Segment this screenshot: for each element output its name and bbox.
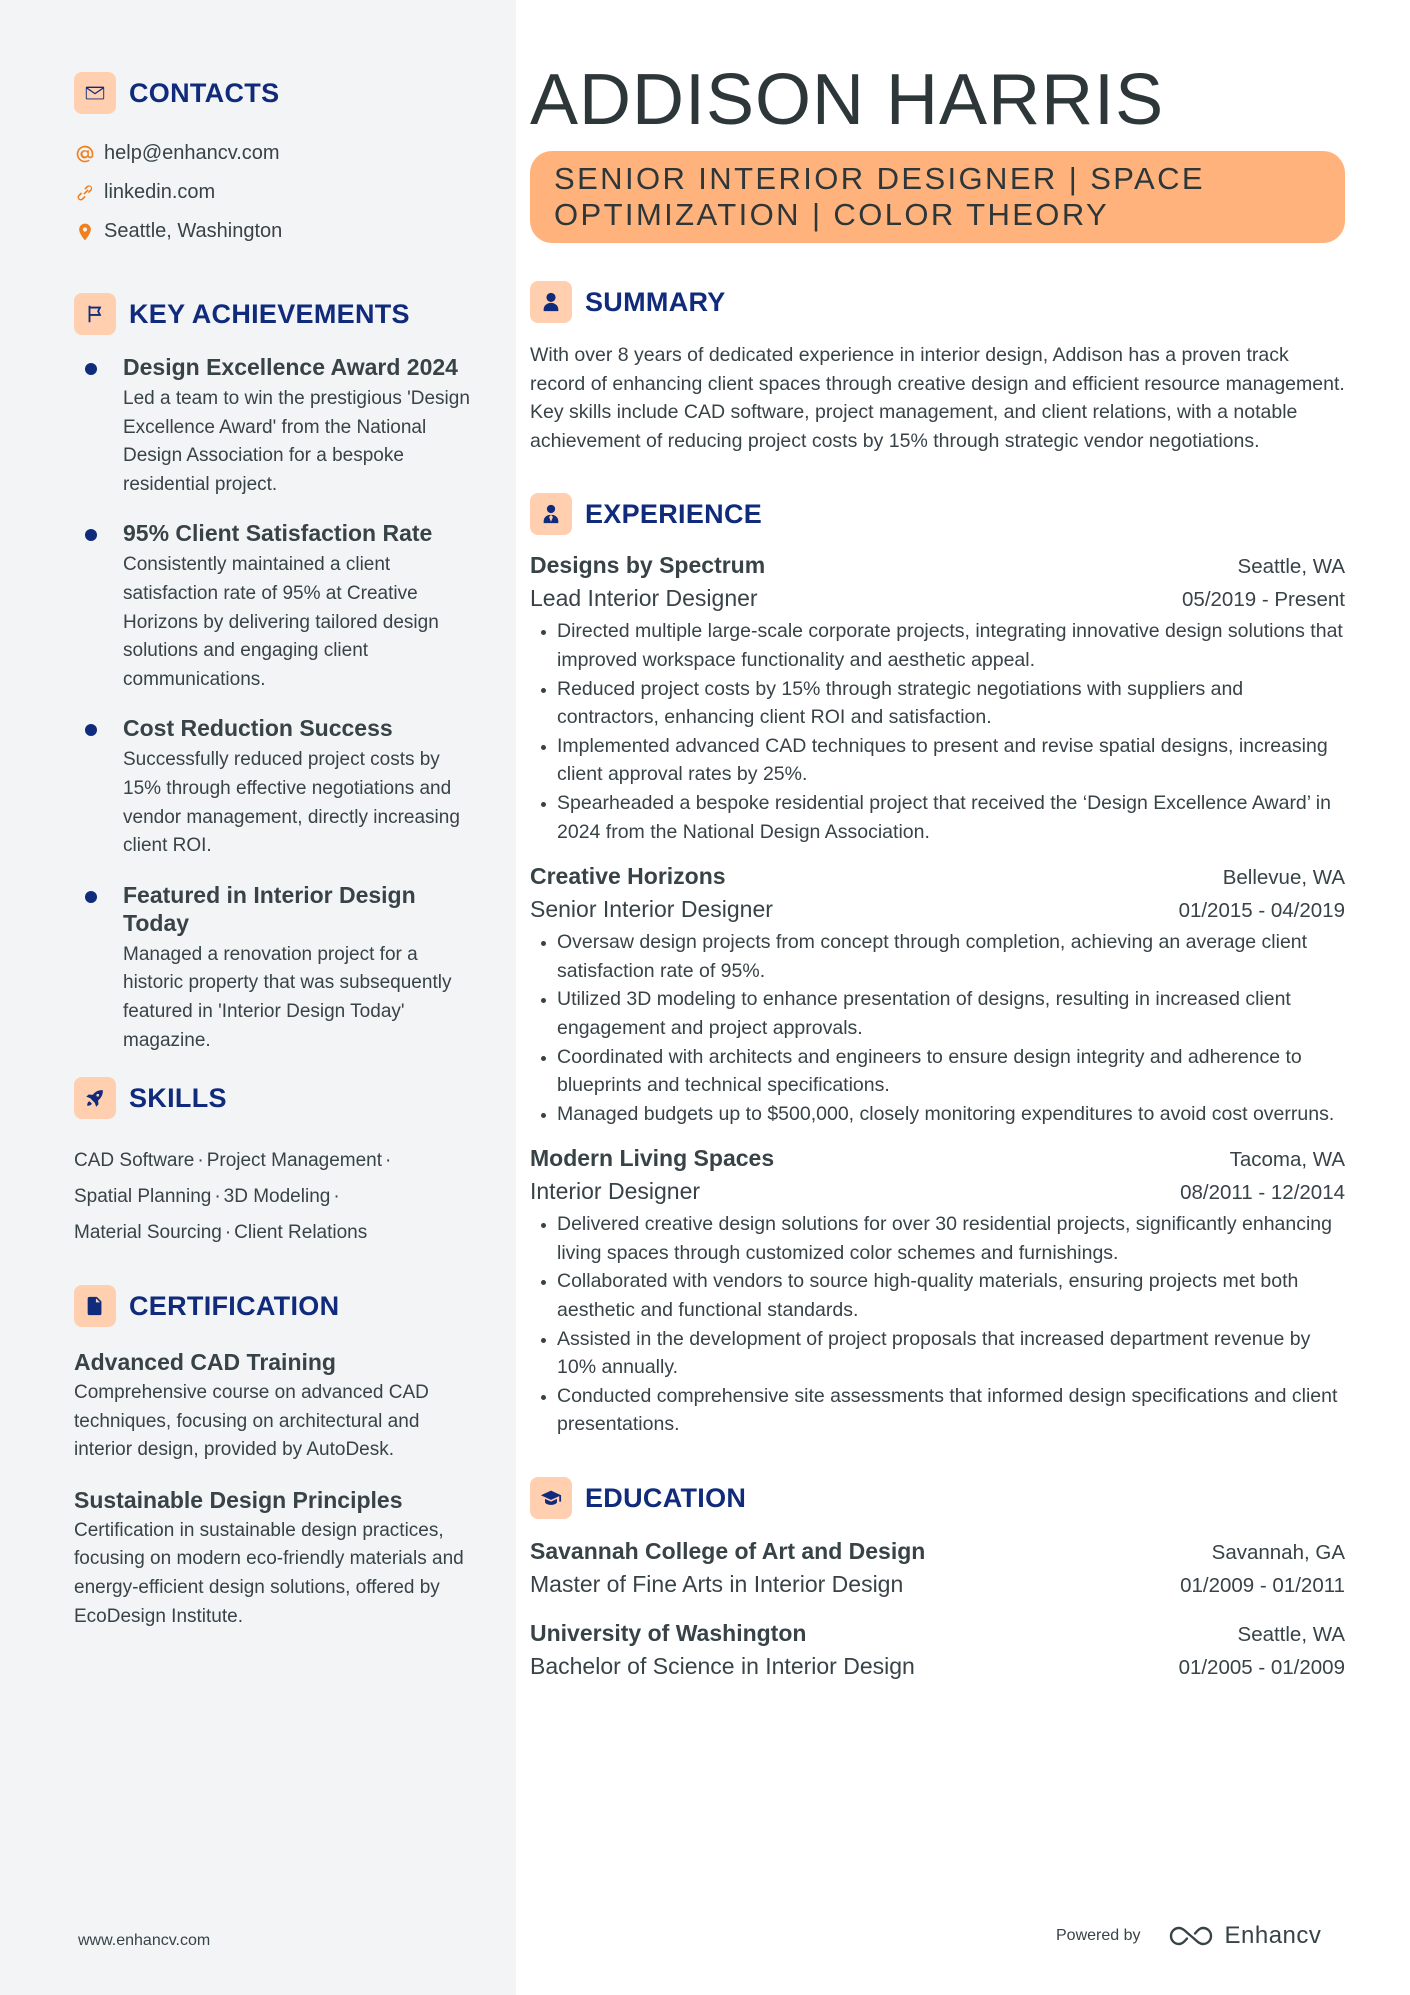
experience-title: EXPERIENCE <box>585 498 763 529</box>
education-dates: 01/2009 - 01/2011 <box>1180 1574 1345 1598</box>
skill-separator: · <box>214 1186 221 1208</box>
contact-email[interactable] <box>74 134 474 173</box>
job-dates: 05/2019 - Present <box>1182 588 1345 612</box>
contact-linkedin-text: linkedin.com <box>104 181 216 203</box>
candidate-name: ADDISON HARRIS <box>530 60 1165 140</box>
enhancv-logo-icon <box>1167 1923 1215 1949</box>
education-degree-row <box>530 1567 1345 1601</box>
job-bullet: Collaborated with vendors to source high-quality materials, ensuring projects met both aesthetic and functional standards. <box>530 1267 1345 1324</box>
education-degree: Bachelor of Science in Interior Design <box>530 1653 915 1680</box>
job-header-row <box>530 1142 1345 1174</box>
rocket-icon <box>74 1077 116 1119</box>
footer-website[interactable]: www.enhancv.com <box>78 1932 211 1949</box>
at-icon <box>74 143 96 165</box>
job-company: Designs by Spectrum <box>530 552 766 579</box>
bullet-dot-icon <box>85 529 97 541</box>
graduation-cap-icon <box>530 1477 572 1519</box>
achievement-item <box>74 519 474 694</box>
contact-location <box>74 212 474 251</box>
job-role-row <box>530 1174 1345 1208</box>
job-bullet: Conducted comprehensive site assessments that informed design specifications and client presentations. <box>530 1382 1345 1439</box>
education-header-row <box>530 1535 1345 1567</box>
contacts-title: CONTACTS <box>129 77 280 108</box>
achievements-title: KEY ACHIEVEMENTS <box>129 298 410 329</box>
job-dates: 08/2011 - 12/2014 <box>1180 1181 1345 1205</box>
achievement-description: Successfully reduced project costs by 15% through effective negotiations and vendor management, directly increasing client ROI. <box>123 749 460 857</box>
footer-branding[interactable] <box>1056 1922 1321 1950</box>
user-icon <box>530 281 572 323</box>
user-tie-icon <box>530 493 572 535</box>
job-bullet: Reduced project costs by 15% through strategic negotiations with suppliers and contractors, enhancing client ROI and satisfaction. <box>530 675 1345 732</box>
bullet-dot-icon <box>85 891 97 903</box>
skill-item: Client Relations <box>234 1222 368 1244</box>
skill-item: Project Management <box>206 1150 383 1172</box>
achievement-description: Managed a renovation project for a historic property that was subsequently featured in 'Interior Design Today' magazine. <box>123 943 452 1051</box>
achievement-title: Featured in Interior Design Today <box>123 881 416 936</box>
job-entry <box>530 549 1345 846</box>
powered-by-label: Powered by <box>1056 1927 1141 1944</box>
job-entry <box>530 860 1345 1128</box>
skill-item: CAD Software <box>74 1150 195 1172</box>
brand-name: Enhancv <box>1224 1922 1322 1949</box>
flag-icon <box>74 293 116 335</box>
certification-section <box>74 1285 474 1631</box>
contact-list <box>74 134 474 251</box>
education-section <box>530 1477 1345 1683</box>
experience-section <box>530 493 1345 1439</box>
skills-heading <box>74 1077 474 1119</box>
education-school: University of Washington <box>530 1620 807 1647</box>
headline-banner: SENIOR INTERIOR DESIGNER | SPACE OPTIMIZATION | COLOR THEORY <box>530 151 1345 243</box>
certification-name: Sustainable Design Principles <box>74 1486 403 1513</box>
contact-linkedin[interactable] <box>74 173 474 212</box>
achievement-description: Led a team to win the prestigious 'Design Excellence Award' from the National Design Association for a bespoke residential project. <box>123 388 470 495</box>
job-header-row <box>530 860 1345 892</box>
job-location: Bellevue, WA <box>1222 866 1345 890</box>
skill-separator: · <box>385 1150 392 1172</box>
achievement-item <box>74 881 474 1055</box>
achievements-heading <box>74 293 474 335</box>
contacts-section <box>74 72 474 251</box>
skills-title: SKILLS <box>129 1082 227 1113</box>
certification-heading <box>74 1285 474 1327</box>
job-bullets <box>530 928 1345 1128</box>
summary-title: SUMMARY <box>585 286 726 317</box>
achievement-title: 95% Client Satisfaction Rate <box>123 520 433 547</box>
job-bullet: Spearheaded a bespoke residential project that received the ‘Design Excellence Award’ in 2024 from the National Design Association. <box>530 789 1345 846</box>
skills-list <box>74 1143 454 1251</box>
achievement-item <box>74 714 474 860</box>
contact-email-text: help@enhancv.com <box>104 142 280 164</box>
job-header-row <box>530 549 1345 581</box>
certification-description: Certification in sustainable design practices, focusing on modern eco-friendly materials and energy-efficient design solutions, offered by EcoDesign Institute. <box>74 1519 464 1627</box>
document-icon <box>74 1285 116 1327</box>
certification-list <box>74 1347 474 1631</box>
certification-item <box>74 1347 474 1465</box>
education-location: Savannah, GA <box>1211 1541 1345 1565</box>
job-bullets <box>530 1210 1345 1439</box>
job-bullet: Coordinated with architects and engineers to ensure design integrity and adherence to blueprints and technical specifications. <box>530 1043 1345 1100</box>
education-degree: Master of Fine Arts in Interior Design <box>530 1571 904 1598</box>
contacts-heading <box>74 72 474 114</box>
skill-separator: · <box>224 1222 232 1244</box>
summary-section <box>530 281 1345 455</box>
sidebar <box>0 0 516 1995</box>
certification-description: Comprehensive course on advanced CAD techniques, focusing on architectural and interior design, provided by AutoDesk. <box>74 1382 429 1461</box>
sidebar-content <box>74 72 474 1651</box>
job-bullet: Assisted in the development of project proposals that increased department revenue by 10% annually. <box>530 1325 1345 1382</box>
job-bullet: Managed budgets up to $500,000, closely monitoring expenditures to avoid cost overruns. <box>530 1100 1345 1129</box>
job-bullets <box>530 617 1345 846</box>
contact-location-text: Seattle, Washington <box>104 220 283 242</box>
job-entry <box>530 1142 1345 1439</box>
certification-title: CERTIFICATION <box>129 1290 340 1321</box>
link-icon <box>74 182 96 204</box>
skill-item: 3D Modeling <box>223 1186 331 1208</box>
job-location: Seattle, WA <box>1237 555 1345 579</box>
job-role-row <box>530 892 1345 926</box>
education-degree-row <box>530 1649 1345 1683</box>
achievement-title: Cost Reduction Success <box>123 715 393 742</box>
job-role: Interior Designer <box>530 1178 701 1205</box>
skill-item: Material Sourcing <box>74 1222 222 1244</box>
summary-text: With over 8 years of dedicated experience in interior design, Addison has a proven track record of enhancing client spaces through creative design and efficient resource management. Key skills include CAD software, project management, and client relations, with a notable achievement of reducing project costs by 15% through strategic vendor negotiations. <box>530 344 1345 452</box>
achievement-description: Consistently maintained a client satisfaction rate of 95% at Creative Horizons by delivering tailored design solutions and engaging client communications. <box>123 554 439 690</box>
achievement-title: Design Excellence Award 2024 <box>123 354 458 380</box>
job-bullet: Delivered creative design solutions for over 30 residential projects, significantly enhancing living spaces through customized color schemes and furnishings. <box>530 1210 1345 1267</box>
experience-heading <box>530 493 1345 535</box>
job-company: Modern Living Spaces <box>530 1145 775 1172</box>
education-title: EDUCATION <box>585 1482 747 1513</box>
education-school: Savannah College of Art and Design <box>530 1538 926 1565</box>
skills-section <box>74 1077 474 1251</box>
certification-name: Advanced CAD Training <box>74 1349 336 1376</box>
envelope-icon <box>74 72 116 114</box>
achievement-item <box>74 353 474 499</box>
job-bullet: Oversaw design projects from concept through completion, achieving an average client satisfaction rate of 95%. <box>530 928 1345 985</box>
location-pin-icon <box>74 221 96 243</box>
job-bullet: Directed multiple large-scale corporate projects, integrating innovative design solutions that improved workspace functionality and aesthetic appeal. <box>530 617 1345 674</box>
job-role: Senior Interior Designer <box>530 896 773 923</box>
skill-separator: · <box>333 1186 340 1208</box>
certification-item <box>74 1485 474 1631</box>
job-role-row <box>530 581 1345 615</box>
achievements-section <box>74 293 474 1055</box>
job-company: Creative Horizons <box>530 863 726 890</box>
bullet-dot-icon <box>85 363 97 375</box>
education-dates: 01/2005 - 01/2009 <box>1178 1656 1345 1680</box>
summary-heading <box>530 281 1345 323</box>
main-content <box>530 62 1345 1683</box>
bullet-dot-icon <box>85 724 97 736</box>
job-bullet: Utilized 3D modeling to enhance presentation of designs, resulting in increased client engagement and project approvals. <box>530 985 1345 1042</box>
achievements-list <box>74 353 474 1055</box>
education-location: Seattle, WA <box>1237 1623 1345 1647</box>
education-entry <box>530 1617 1345 1683</box>
skill-item: Spatial Planning <box>74 1186 212 1208</box>
job-role: Lead Interior Designer <box>530 585 758 612</box>
job-dates: 01/2015 - 04/2019 <box>1178 899 1345 923</box>
skill-separator: · <box>197 1150 204 1172</box>
education-entry <box>530 1535 1345 1601</box>
job-location: Tacoma, WA <box>1229 1148 1345 1172</box>
job-bullet: Implemented advanced CAD techniques to present and revise spatial designs, increasing client approval rates by 25%. <box>530 732 1345 789</box>
education-header-row <box>530 1617 1345 1649</box>
education-heading <box>530 1477 1345 1519</box>
